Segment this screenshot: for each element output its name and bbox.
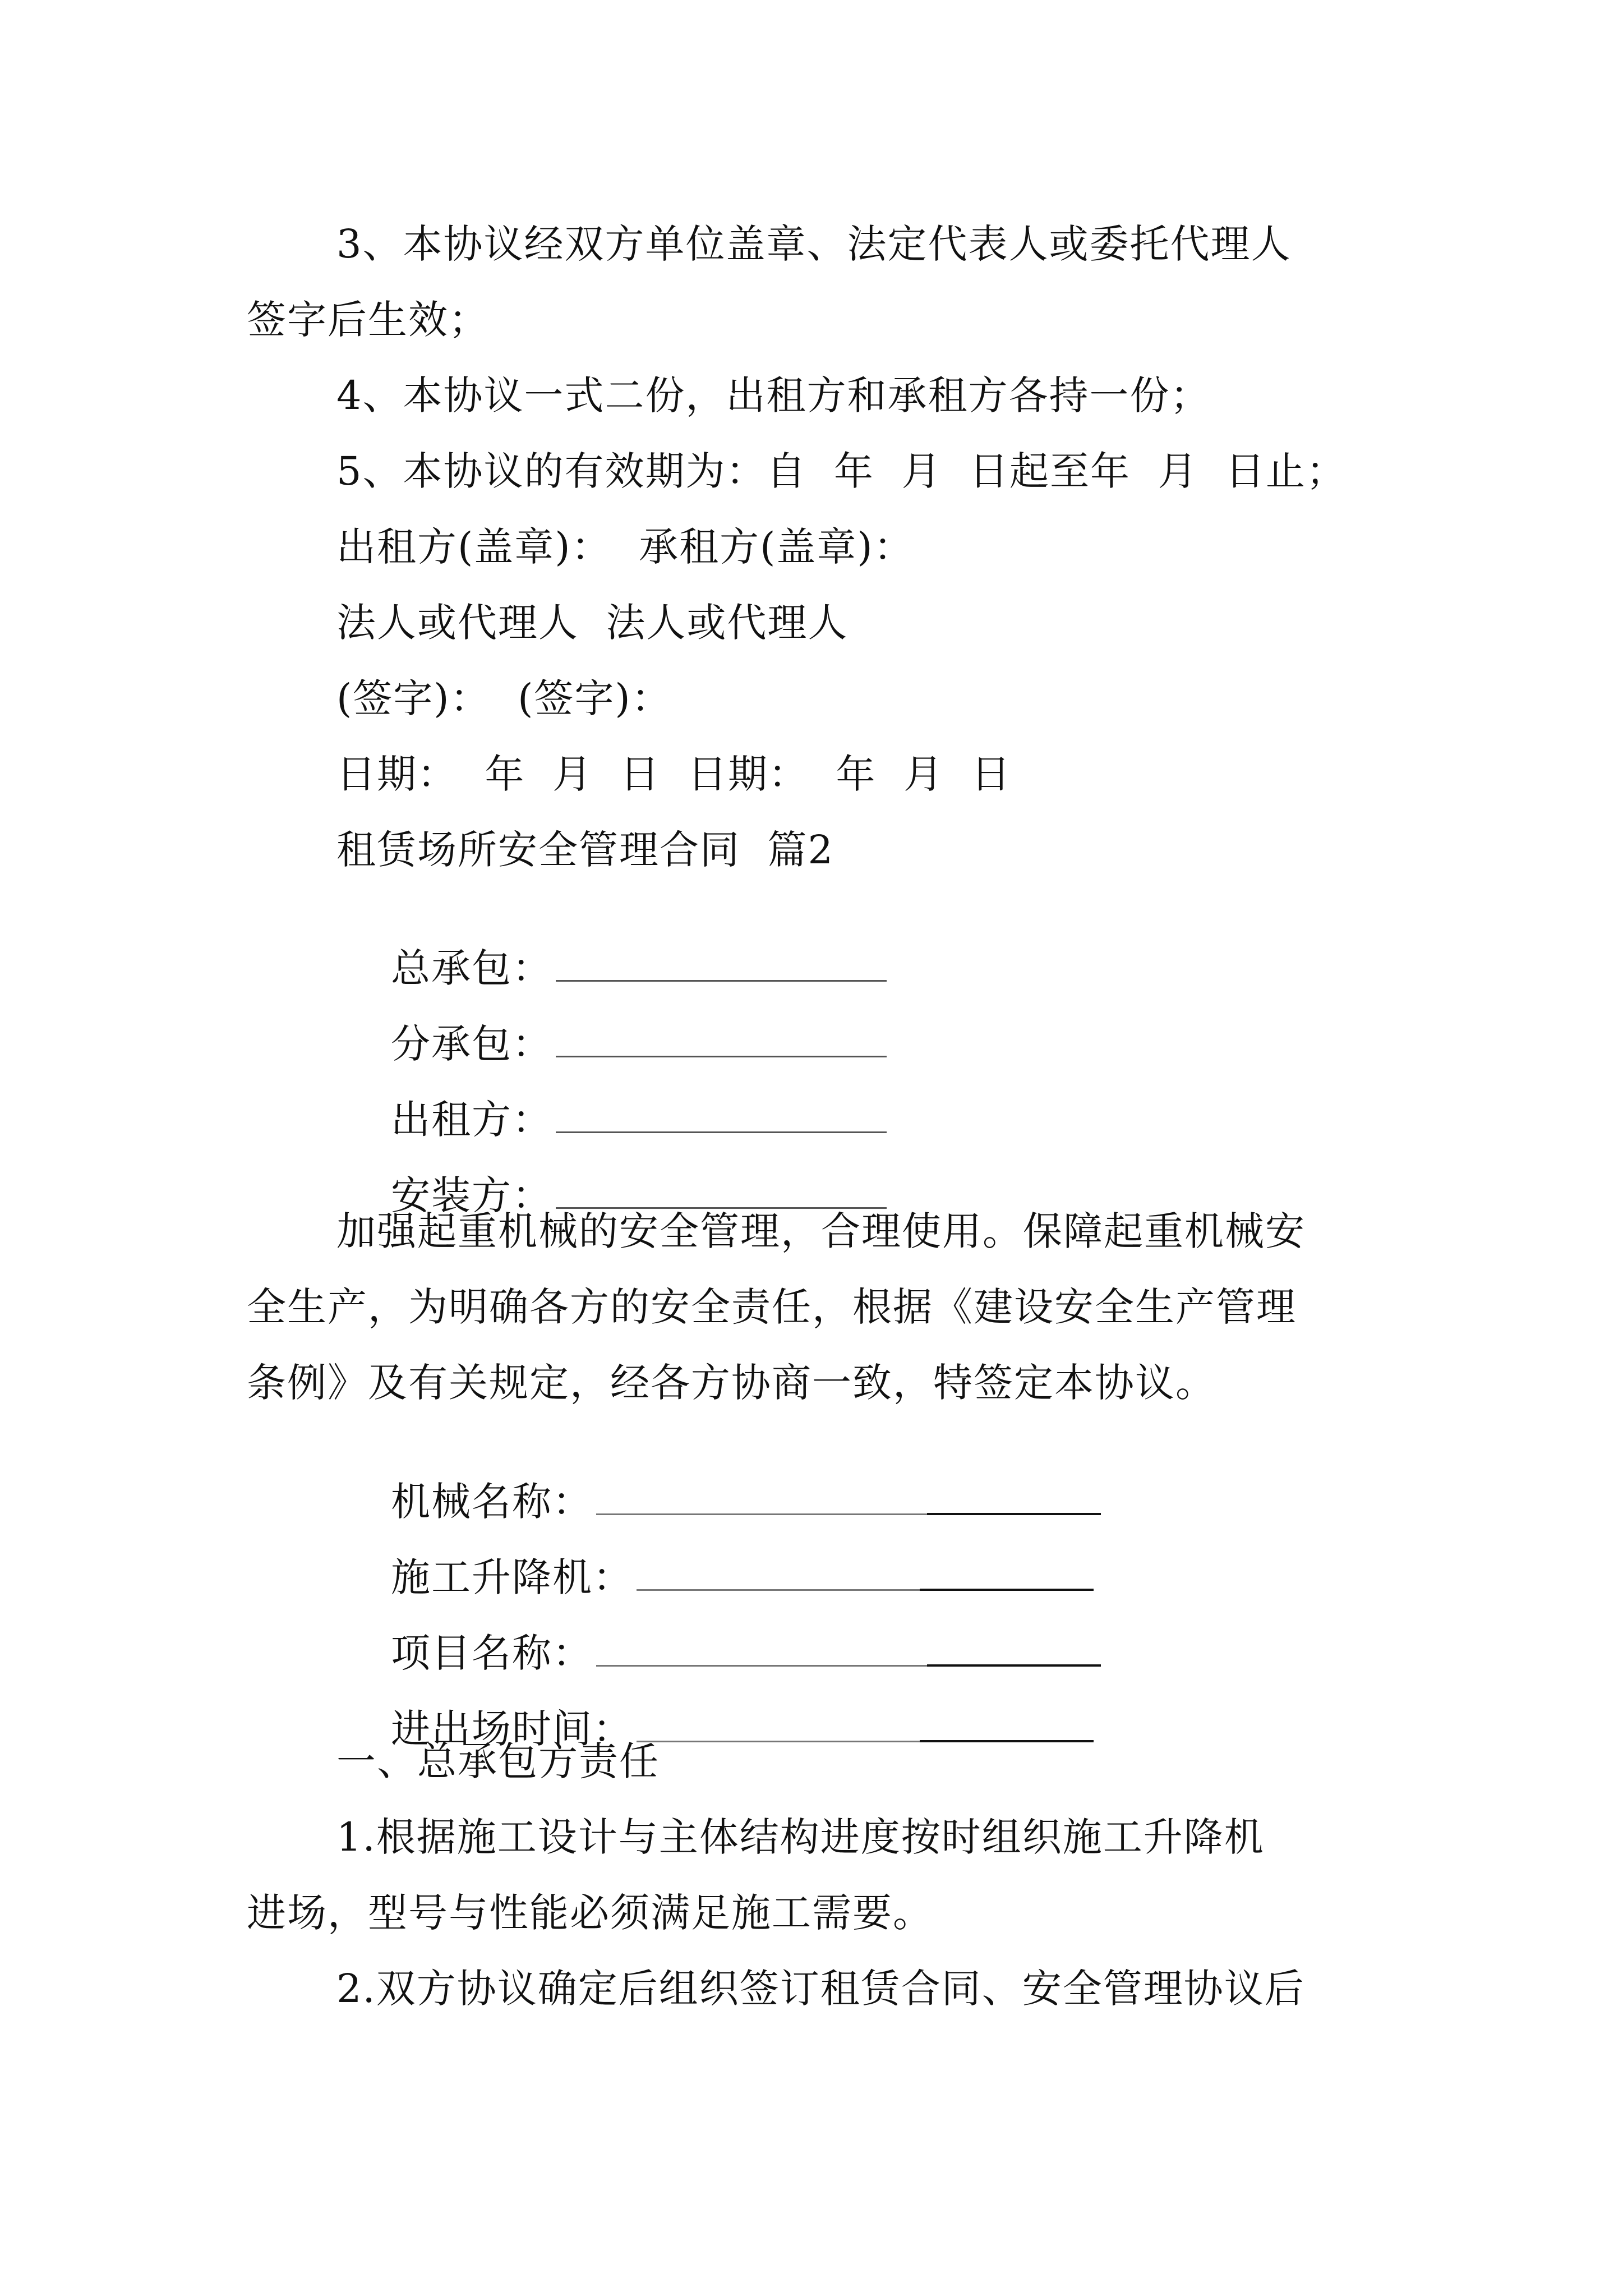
party-label: 总承包： <box>391 945 553 991</box>
party-label: 分承包： <box>391 1021 553 1067</box>
fill-blank <box>596 1479 927 1515</box>
fill-blank-tail <box>927 1478 1101 1515</box>
section-title: 一、总承包方责任 <box>336 1738 660 1784</box>
field-label: 项目名称： <box>391 1630 593 1676</box>
clause-3-line-2: 签字后生效； <box>247 297 489 343</box>
clause-2-line-1: 2.双方协议确定后组织签订租赁合同、安全管理协议后 <box>336 1966 1305 2012</box>
contract-title: 租赁场所安全管理合同 篇2 <box>336 827 834 873</box>
clause-4: 4、本协议一式二份，出租方和承租方各持一份； <box>336 372 1211 418</box>
representative-line: 法人或代理人 法人或代理人 <box>336 600 849 646</box>
intro-line-3: 条例》及有关规定，经各方协商一致，特签定本协议。 <box>247 1360 1216 1406</box>
clause-1-line-1: 1.根据施工设计与主体结构进度按时组织施工升降机 <box>336 1814 1265 1860</box>
fill-blank <box>637 1554 920 1591</box>
fill-blank-tail <box>920 1705 1094 1742</box>
fill-blank-tail <box>920 1554 1094 1591</box>
clause-3-line-1: 3、本协议经双方单位盖章、法定代表人或委托代理人 <box>336 221 1292 267</box>
date-line: 日期： 年 月 日 日期： 年 月 日 <box>336 751 1012 797</box>
fill-blank <box>556 945 887 982</box>
intro-line-2: 全生产，为明确各方的安全责任，根据《建设安全生产管理 <box>247 1284 1297 1330</box>
fill-blank <box>596 1630 927 1667</box>
field-label: 进出场时间： <box>391 1706 634 1752</box>
signature-line: (签字)： (签字)： <box>336 675 672 721</box>
party-label: 出租方： <box>391 1097 553 1143</box>
clause-5: 5、本协议的有效期为：自 年 月 日起至年 月 日止； <box>336 448 1347 494</box>
field-label: 施工升降机： <box>391 1554 634 1600</box>
fill-blank <box>637 1706 920 1742</box>
party-label: 安装方： <box>391 1172 553 1218</box>
field-label: 机械名称： <box>391 1479 593 1525</box>
intro-line-1: 加强起重机械的安全管理，合理使用。保障起重机械安 <box>336 1208 1306 1254</box>
clause-1-line-2: 进场，型号与性能必须满足施工需要。 <box>247 1890 933 1936</box>
seal-line: 出租方(盖章)： 承租方(盖章)： <box>336 524 914 570</box>
fill-blank <box>556 1021 887 1057</box>
fill-blank-tail <box>927 1630 1101 1667</box>
fill-blank <box>556 1172 887 1209</box>
fill-blank <box>556 1097 887 1133</box>
